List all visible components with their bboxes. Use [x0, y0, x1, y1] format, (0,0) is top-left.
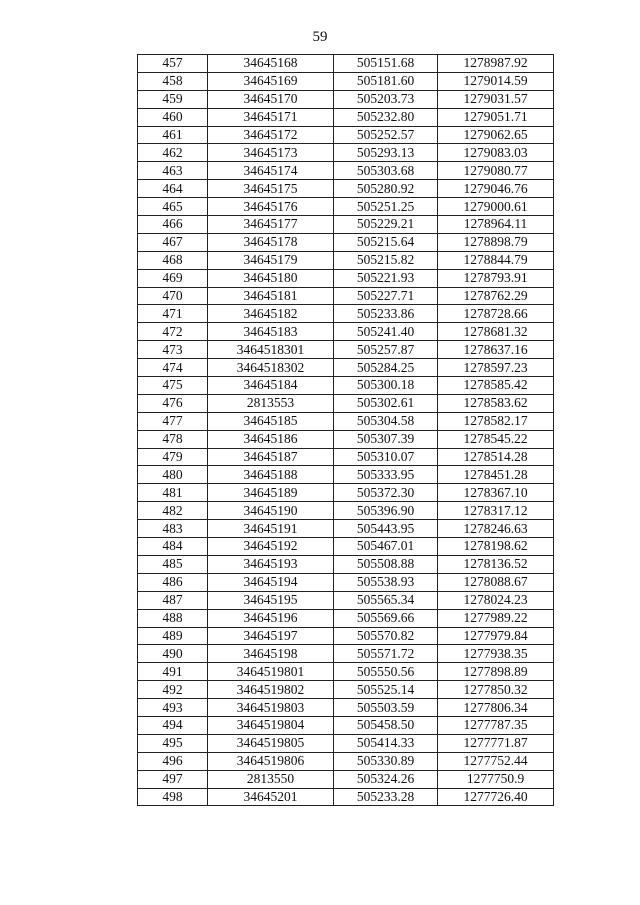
- x-coordinate-cell: 505257.87: [334, 341, 438, 359]
- y-coordinate-cell: 1278545.22: [438, 430, 554, 448]
- point-number-cell: 467: [138, 233, 208, 251]
- x-coordinate-cell: 505443.95: [334, 520, 438, 538]
- point-id-cell: 34645169: [208, 72, 334, 90]
- y-coordinate-cell: 1277726.40: [438, 788, 554, 806]
- table-row: [138, 180, 554, 198]
- y-coordinate-cell: 1278583.62: [438, 394, 554, 412]
- y-coordinate-cell: 1278198.62: [438, 538, 554, 556]
- point-number-cell: 492: [138, 681, 208, 699]
- point-number-cell: 466: [138, 216, 208, 234]
- x-coordinate-cell: 505503.59: [334, 699, 438, 717]
- point-id-cell: 34645198: [208, 645, 334, 663]
- y-coordinate-cell: 1279083.03: [438, 144, 554, 162]
- y-coordinate-cell: 1277752.44: [438, 752, 554, 770]
- y-coordinate-cell: 1278451.28: [438, 466, 554, 484]
- x-coordinate-cell: 505570.82: [334, 627, 438, 645]
- x-coordinate-cell: 505227.71: [334, 287, 438, 305]
- x-coordinate-cell: 505229.21: [334, 216, 438, 234]
- x-coordinate-cell: 505307.39: [334, 430, 438, 448]
- table-row: [138, 162, 554, 180]
- point-id-cell: 34645168: [208, 55, 334, 73]
- point-id-cell: 34645182: [208, 305, 334, 323]
- y-coordinate-cell: 1278246.63: [438, 520, 554, 538]
- y-coordinate-cell: 1278964.11: [438, 216, 554, 234]
- point-id-cell: 3464519802: [208, 681, 334, 699]
- y-coordinate-cell: 1278728.66: [438, 305, 554, 323]
- point-number-cell: 487: [138, 591, 208, 609]
- x-coordinate-cell: 505203.73: [334, 90, 438, 108]
- x-coordinate-cell: 505571.72: [334, 645, 438, 663]
- x-coordinate-cell: 505284.25: [334, 359, 438, 377]
- x-coordinate-cell: 505302.61: [334, 394, 438, 412]
- table-row: [138, 377, 554, 395]
- point-id-cell: 34645201: [208, 788, 334, 806]
- table-row: [138, 484, 554, 502]
- point-id-cell: 3464519804: [208, 716, 334, 734]
- table-row: [138, 412, 554, 430]
- point-id-cell: 34645175: [208, 180, 334, 198]
- y-coordinate-cell: 1278681.32: [438, 323, 554, 341]
- point-id-cell: 34645172: [208, 126, 334, 144]
- table-row: [138, 90, 554, 108]
- table-row: [138, 466, 554, 484]
- x-coordinate-cell: 505550.56: [334, 663, 438, 681]
- point-number-cell: 496: [138, 752, 208, 770]
- point-number-cell: 464: [138, 180, 208, 198]
- coordinates-table-body: [138, 55, 554, 806]
- point-number-cell: 460: [138, 108, 208, 126]
- table-row: [138, 609, 554, 627]
- point-id-cell: 34645179: [208, 251, 334, 269]
- y-coordinate-cell: 1277806.34: [438, 699, 554, 717]
- y-coordinate-cell: 1278793.91: [438, 269, 554, 287]
- point-number-cell: 485: [138, 555, 208, 573]
- point-number-cell: 459: [138, 90, 208, 108]
- point-number-cell: 476: [138, 394, 208, 412]
- point-number-cell: 490: [138, 645, 208, 663]
- point-id-cell: 34645183: [208, 323, 334, 341]
- table-row: [138, 108, 554, 126]
- y-coordinate-cell: 1278898.79: [438, 233, 554, 251]
- x-coordinate-cell: 505215.64: [334, 233, 438, 251]
- table-row: [138, 55, 554, 73]
- point-id-cell: 34645180: [208, 269, 334, 287]
- x-coordinate-cell: 505241.40: [334, 323, 438, 341]
- point-number-cell: 498: [138, 788, 208, 806]
- point-number-cell: 472: [138, 323, 208, 341]
- x-coordinate-cell: 505324.26: [334, 770, 438, 788]
- point-id-cell: 34645195: [208, 591, 334, 609]
- y-coordinate-cell: 1279046.76: [438, 180, 554, 198]
- x-coordinate-cell: 505565.34: [334, 591, 438, 609]
- x-coordinate-cell: 505181.60: [334, 72, 438, 90]
- table-row: [138, 591, 554, 609]
- point-number-cell: 471: [138, 305, 208, 323]
- point-id-cell: 3464519805: [208, 734, 334, 752]
- point-number-cell: 463: [138, 162, 208, 180]
- x-coordinate-cell: 505300.18: [334, 377, 438, 395]
- point-number-cell: 486: [138, 573, 208, 591]
- point-number-cell: 481: [138, 484, 208, 502]
- point-number-cell: 480: [138, 466, 208, 484]
- table-row: [138, 502, 554, 520]
- y-coordinate-cell: 1278024.23: [438, 591, 554, 609]
- table-row: [138, 287, 554, 305]
- point-number-cell: 468: [138, 251, 208, 269]
- y-coordinate-cell: 1278367.10: [438, 484, 554, 502]
- x-coordinate-cell: 505293.13: [334, 144, 438, 162]
- table-row: [138, 251, 554, 269]
- page-number: 59: [312, 29, 328, 45]
- x-coordinate-cell: 505304.58: [334, 412, 438, 430]
- y-coordinate-cell: 1278597.23: [438, 359, 554, 377]
- table-row: [138, 663, 554, 681]
- x-coordinate-cell: 505569.66: [334, 609, 438, 627]
- table-row: [138, 126, 554, 144]
- y-coordinate-cell: 1279051.71: [438, 108, 554, 126]
- y-coordinate-cell: 1278514.28: [438, 448, 554, 466]
- point-number-cell: 494: [138, 716, 208, 734]
- point-id-cell: 34645187: [208, 448, 334, 466]
- point-number-cell: 475: [138, 377, 208, 395]
- point-id-cell: 3464518301: [208, 341, 334, 359]
- point-number-cell: 489: [138, 627, 208, 645]
- point-id-cell: 3464518302: [208, 359, 334, 377]
- y-coordinate-cell: 1278088.67: [438, 573, 554, 591]
- y-coordinate-cell: 1277750.9: [438, 770, 554, 788]
- point-number-cell: 493: [138, 699, 208, 717]
- y-coordinate-cell: 1277898.89: [438, 663, 554, 681]
- table-row: [138, 770, 554, 788]
- table-row: [138, 681, 554, 699]
- point-number-cell: 497: [138, 770, 208, 788]
- y-coordinate-cell: 1278136.52: [438, 555, 554, 573]
- y-coordinate-cell: 1277989.22: [438, 609, 554, 627]
- table-row: [138, 341, 554, 359]
- point-number-cell: 465: [138, 198, 208, 216]
- point-id-cell: 2813553: [208, 394, 334, 412]
- y-coordinate-cell: 1279062.65: [438, 126, 554, 144]
- point-id-cell: 34645191: [208, 520, 334, 538]
- x-coordinate-cell: 505232.80: [334, 108, 438, 126]
- y-coordinate-cell: 1277787.35: [438, 716, 554, 734]
- x-coordinate-cell: 505215.82: [334, 251, 438, 269]
- x-coordinate-cell: 505251.25: [334, 198, 438, 216]
- point-number-cell: 458: [138, 72, 208, 90]
- y-coordinate-cell: 1279000.61: [438, 198, 554, 216]
- table-row: [138, 305, 554, 323]
- table-row: [138, 394, 554, 412]
- point-number-cell: 469: [138, 269, 208, 287]
- table-row: [138, 627, 554, 645]
- table-row: [138, 269, 554, 287]
- point-id-cell: 34645181: [208, 287, 334, 305]
- x-coordinate-cell: 505458.50: [334, 716, 438, 734]
- table-row: [138, 538, 554, 556]
- point-id-cell: 34645176: [208, 198, 334, 216]
- table-row: [138, 645, 554, 663]
- table-row: [138, 520, 554, 538]
- point-id-cell: 34645185: [208, 412, 334, 430]
- x-coordinate-cell: 505396.90: [334, 502, 438, 520]
- table-row: [138, 573, 554, 591]
- x-coordinate-cell: 505330.89: [334, 752, 438, 770]
- y-coordinate-cell: 1278585.42: [438, 377, 554, 395]
- y-coordinate-cell: 1278762.29: [438, 287, 554, 305]
- point-id-cell: 34645190: [208, 502, 334, 520]
- table-row: [138, 359, 554, 377]
- point-id-cell: 34645174: [208, 162, 334, 180]
- y-coordinate-cell: 1277979.84: [438, 627, 554, 645]
- x-coordinate-cell: 505333.95: [334, 466, 438, 484]
- table-row: [138, 448, 554, 466]
- y-coordinate-cell: 1277771.87: [438, 734, 554, 752]
- point-number-cell: 473: [138, 341, 208, 359]
- y-coordinate-cell: 1278844.79: [438, 251, 554, 269]
- y-coordinate-cell: 1277938.35: [438, 645, 554, 663]
- point-id-cell: 34645184: [208, 377, 334, 395]
- x-coordinate-cell: 505280.92: [334, 180, 438, 198]
- point-id-cell: 34645186: [208, 430, 334, 448]
- x-coordinate-cell: 505221.93: [334, 269, 438, 287]
- x-coordinate-cell: 505538.93: [334, 573, 438, 591]
- point-number-cell: 474: [138, 359, 208, 377]
- point-id-cell: 34645178: [208, 233, 334, 251]
- x-coordinate-cell: 505151.68: [334, 55, 438, 73]
- point-number-cell: 488: [138, 609, 208, 627]
- table-row: [138, 716, 554, 734]
- y-coordinate-cell: 1278987.92: [438, 55, 554, 73]
- table-row: [138, 430, 554, 448]
- x-coordinate-cell: 505233.86: [334, 305, 438, 323]
- x-coordinate-cell: 505252.57: [334, 126, 438, 144]
- table-row: [138, 72, 554, 90]
- point-id-cell: 34645171: [208, 108, 334, 126]
- point-number-cell: 484: [138, 538, 208, 556]
- y-coordinate-cell: 1279031.57: [438, 90, 554, 108]
- y-coordinate-cell: 1278317.12: [438, 502, 554, 520]
- point-number-cell: 482: [138, 502, 208, 520]
- y-coordinate-cell: 1279080.77: [438, 162, 554, 180]
- point-id-cell: 34645170: [208, 90, 334, 108]
- point-id-cell: 2813550: [208, 770, 334, 788]
- point-id-cell: 34645194: [208, 573, 334, 591]
- table-row: [138, 788, 554, 806]
- table-row: [138, 233, 554, 251]
- table-row: [138, 555, 554, 573]
- point-id-cell: 34645197: [208, 627, 334, 645]
- point-number-cell: 483: [138, 520, 208, 538]
- table-row: [138, 699, 554, 717]
- point-id-cell: 34645188: [208, 466, 334, 484]
- y-coordinate-cell: 1279014.59: [438, 72, 554, 90]
- point-number-cell: 457: [138, 55, 208, 73]
- y-coordinate-cell: 1277850.32: [438, 681, 554, 699]
- point-number-cell: 479: [138, 448, 208, 466]
- point-number-cell: 495: [138, 734, 208, 752]
- x-coordinate-cell: 505372.30: [334, 484, 438, 502]
- x-coordinate-cell: 505310.07: [334, 448, 438, 466]
- point-number-cell: 462: [138, 144, 208, 162]
- point-number-cell: 478: [138, 430, 208, 448]
- x-coordinate-cell: 505414.33: [334, 734, 438, 752]
- table-row: [138, 216, 554, 234]
- point-number-cell: 477: [138, 412, 208, 430]
- point-id-cell: 34645173: [208, 144, 334, 162]
- table-row: [138, 198, 554, 216]
- table-row: [138, 734, 554, 752]
- point-id-cell: 3464519803: [208, 699, 334, 717]
- y-coordinate-cell: 1278582.17: [438, 412, 554, 430]
- point-id-cell: 34645177: [208, 216, 334, 234]
- table-row: [138, 752, 554, 770]
- y-coordinate-cell: 1278637.16: [438, 341, 554, 359]
- point-id-cell: 34645193: [208, 555, 334, 573]
- point-id-cell: 34645196: [208, 609, 334, 627]
- table-row: [138, 144, 554, 162]
- table-row: [138, 323, 554, 341]
- x-coordinate-cell: 505467.01: [334, 538, 438, 556]
- x-coordinate-cell: 505508.88: [334, 555, 438, 573]
- point-id-cell: 34645192: [208, 538, 334, 556]
- point-id-cell: 3464519806: [208, 752, 334, 770]
- x-coordinate-cell: 505303.68: [334, 162, 438, 180]
- point-number-cell: 491: [138, 663, 208, 681]
- point-number-cell: 461: [138, 126, 208, 144]
- point-number-cell: 470: [138, 287, 208, 305]
- coordinates-table: [137, 54, 554, 806]
- point-id-cell: 3464519801: [208, 663, 334, 681]
- x-coordinate-cell: 505233.28: [334, 788, 438, 806]
- x-coordinate-cell: 505525.14: [334, 681, 438, 699]
- point-id-cell: 34645189: [208, 484, 334, 502]
